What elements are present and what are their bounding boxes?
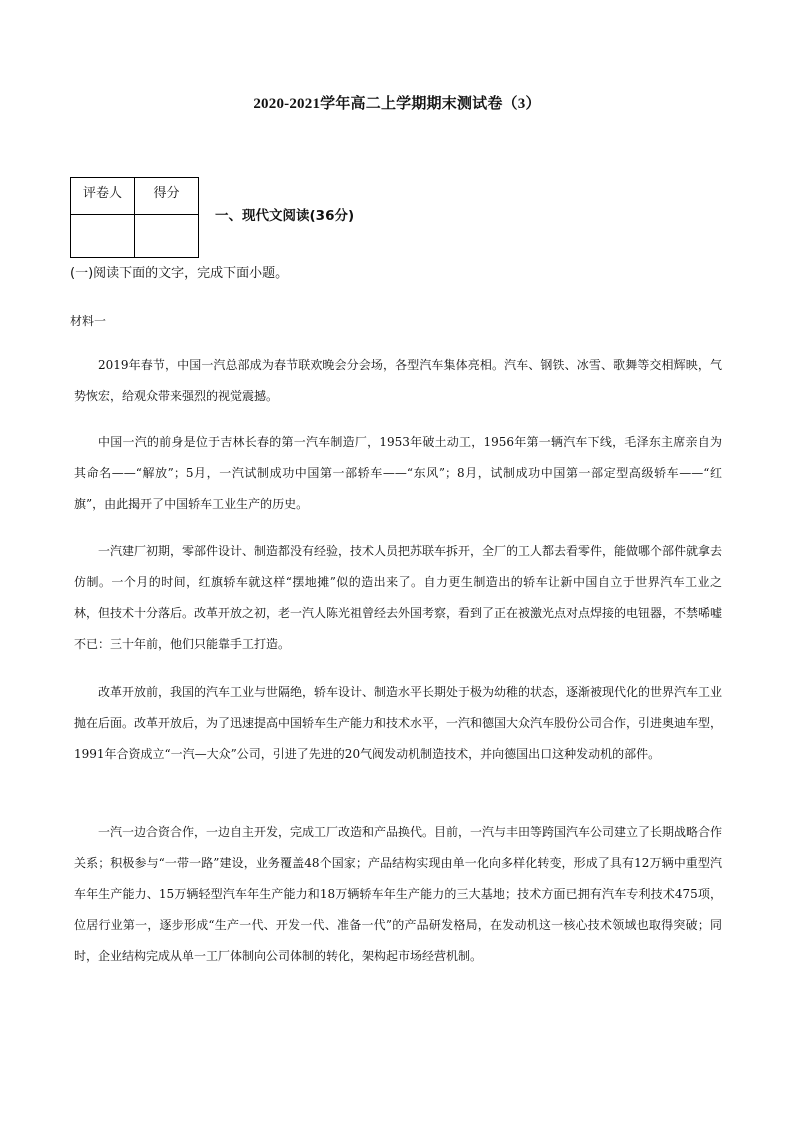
paragraph-2: 中国一汽的前身是位于吉林长春的第一汽车制造厂，1953年破土动工，1956年第一辆汽车下线，毛泽东主席亲自为其命名——“解放”；5月，一汽试制成功中国第一部轿车——“东风”；8月，试制成功中国第一部定型高级轿车——“红旗”，由此揭开了中国轿车工业生产的历史。 — [74, 435, 722, 511]
score-table — [70, 177, 199, 258]
section-heading: 一、现代文阅读(36分) — [215, 208, 355, 224]
exam-title: 2020-2021学年高二上学期期末测试卷（3） — [253, 96, 541, 112]
paragraph-3: 一汽建厂初期，零部件设计、制造都没有经验，技术人员把苏联车拆开，全厂的工人都去看零件，能做哪个部件就拿去仿制。一个月的时间，红旗轿车就这样“摆地摊”似的造出来了。自力更生制造出的轿车让新中国自立于世界汽车工业之林，但技术十分落后。改革开放之初，老一汽人陈光祖曾经去外国考察，看到了正在被激光点对点焊接的电钮器，不禁唏嘘不已：三十年前，他们只能靠手工打造。 — [74, 544, 723, 651]
score-header: 得分 — [135, 178, 199, 215]
paragraph-4: 改革开放前，我国的汽车工业与世隔绝，轿车设计、制造水平长期处于极为幼稚的状态，逐渐被现代化的世界汽车工业抛在后面。改革开放后，为了迅速提高中国轿车生产能力和技术水平，一汽和德国大众汽车股份公司合作，引进奥迪车型，1991年合资成立“一汽—大众”公司，引进了先进的20气阀发动机制造技术，并向德国出口这种发动机的部件。 — [74, 685, 723, 761]
score-cell[interactable] — [135, 215, 199, 258]
paragraph-5: 一汽一边合资合作，一边自主开发，完成工厂改造和产品换代。目前，一汽与丰田等跨国汽车公司建立了长期战略合作关系；积极参与“一带一路”建设，业务覆盖48个国家；产品结构实现由单一化向多样化转变，形成了具有12万辆中重型汽车年生产能力、15万辆轻型汽车年生产能力和18万辆轿车年生产能力的三大基地；技术方面已拥有汽车专利技术475项，位居行业第一，逐步形成“生产一代、开发一代、准备一代”的产品研发格局，在发动机这一核心技术领域也取得突破；同时，企业结构完成从单一工厂体制向公司体制的转化，架构起市场经营机制。 — [74, 825, 723, 963]
grader-cell[interactable] — [71, 215, 135, 258]
paragraph-1: 2019年春节，中国一汽总部成为春节联欢晚会分会场，各型汽车集体亮相。汽车、钢铁、冰雪、歌舞等交相辉映，气势恢宏，给观众带来强烈的视觉震撼。 — [74, 358, 722, 403]
material-label: 材料一 — [70, 314, 107, 328]
reading-instruction: (一)阅读下面的文字，完成下面小题。 — [70, 266, 289, 281]
grader-header: 评卷人 — [71, 178, 135, 215]
